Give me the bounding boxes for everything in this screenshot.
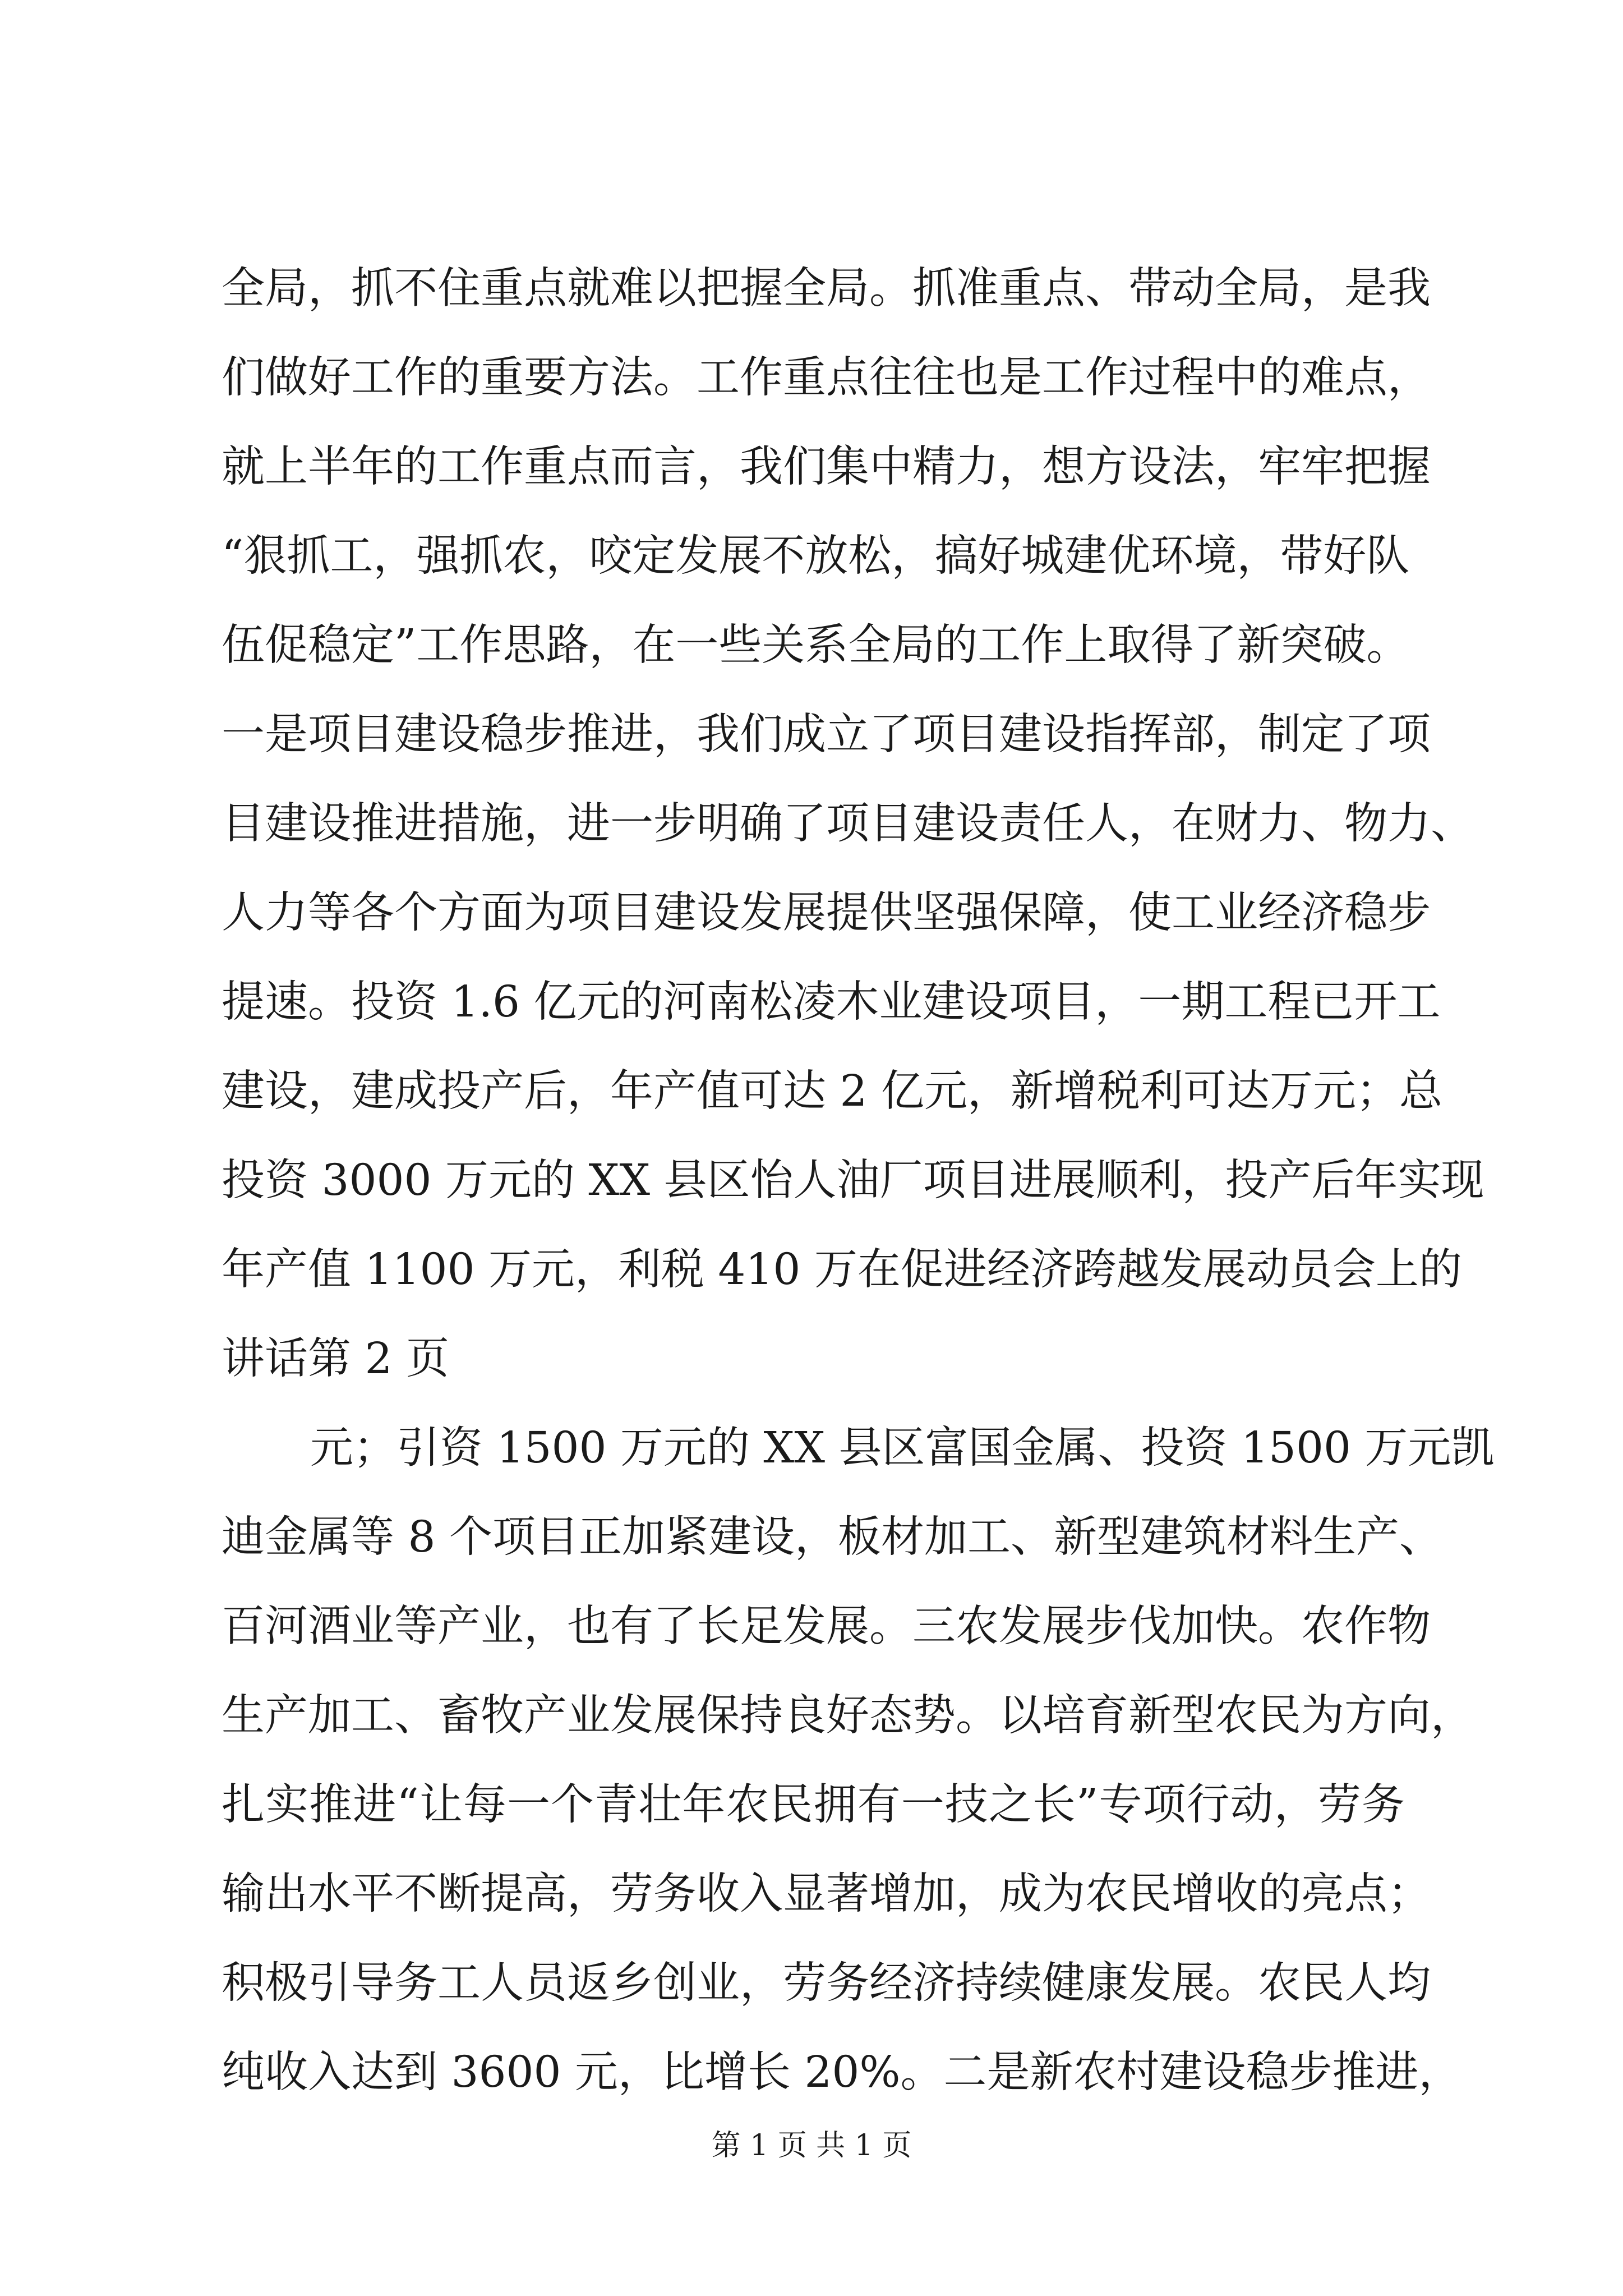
text-line: 迪金属等 8 个项目正加紧建设，板材加工、新型建筑材料生产、 [222, 1512, 1442, 1562]
text-line: 扎实推进“让每一个青壮年农民拥有一技之长”专项行动，劳务 [222, 1780, 1405, 1830]
page-number: 第 1 页 共 1 页 [711, 2129, 912, 2162]
text-line: 投资 3000 万元的 XX 县区怡人油厂项目进展顺利，投产后年实现 [222, 1156, 1484, 1205]
text-line: 建设，建成投产后，年产值可达 2 亿元，新增税利可达万元；总 [222, 1066, 1442, 1116]
text-line: 生产加工、畜牧产业发展保持良好态势。以培育新型农民为方向， [222, 1691, 1474, 1741]
page-footer [0, 2126, 1623, 2165]
text-line: 人力等各个方面为项目建设发展提供坚强保障，使工业经济稳步 [222, 888, 1431, 938]
text-line: 全局，抓不住重点就难以把握全局。抓准重点、带动全局，是我 [222, 264, 1431, 314]
text-line: 们做好工作的重要方法。工作重点往往也是工作过程中的难点， [222, 353, 1431, 403]
text-line: 年产值 1100 万元，利税 410 万在促进经济跨越发展动员会上的 [222, 1245, 1462, 1295]
text-line: 输出水平不断提高，劳务收入显著增加，成为农民增收的亮点； [222, 1869, 1431, 1919]
text-line: 讲话第 2 页 [222, 1334, 449, 1384]
text-line: 积极引导务工人员返乡创业，劳务经济持续健康发展。农民人均 [222, 1958, 1431, 2008]
text-line: 提速。投资 1.6 亿元的河南松凌木业建设项目，一期工程已开工 [222, 977, 1441, 1027]
body-text [222, 244, 1495, 2117]
text-line: 元；引资 1500 万元的 XX 县区富国金属、投资 1500 万元凯 [310, 1423, 1495, 1473]
text-line: 纯收入达到 3600 元，比增长 20%。二是新农村建设稳步推进， [222, 2047, 1462, 2097]
text-line: 就上半年的工作重点而言，我们集中精力，想方设法，牢牢把握 [222, 442, 1431, 492]
text-line: 目建设推进措施，进一步明确了项目建设责任人，在财力、物力、 [222, 799, 1474, 849]
text-line: 伍促稳定”工作思路，在一些关系全局的工作上取得了新突破。 [222, 620, 1410, 670]
text-line: “狠抓工，强抓农，咬定发展不放松，搞好城建优环境，带好队 [222, 531, 1410, 581]
text-line: 百河酒业等产业，也有了长足发展。三农发展步伐加快。农作物 [222, 1602, 1431, 1651]
text-line: 一是项目建设稳步推进，我们成立了项目建设指挥部，制定了项 [222, 710, 1431, 760]
